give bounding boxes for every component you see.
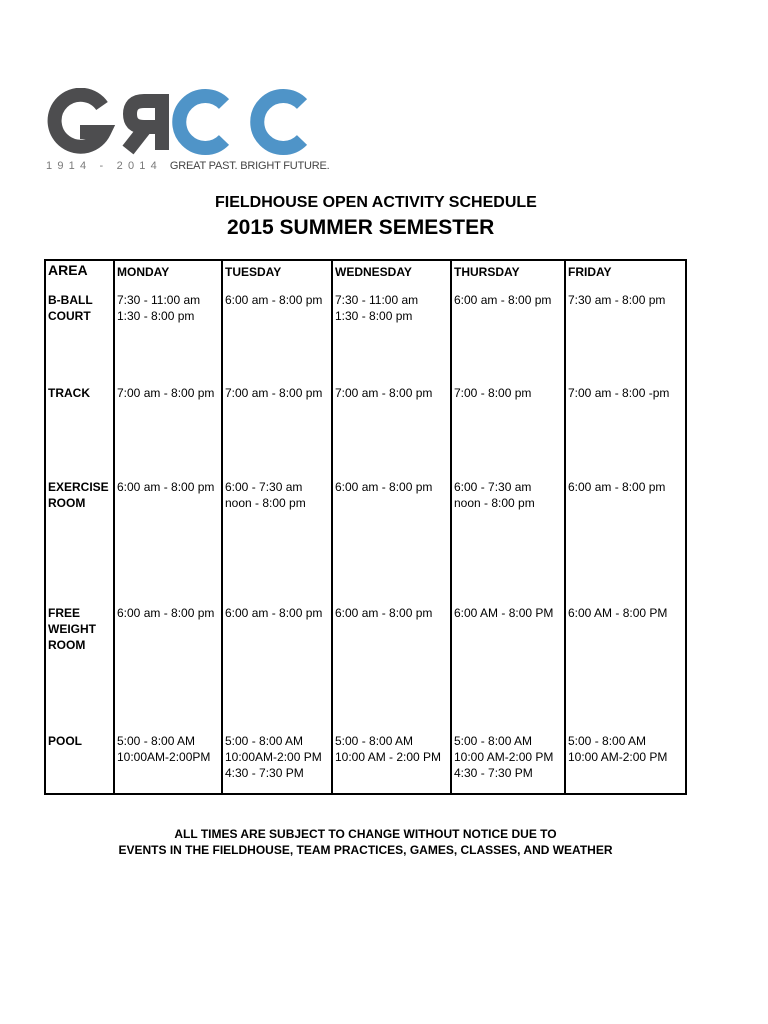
- time-cell: [332, 733, 451, 794]
- time-line: 7:00 am - 8:00 pm: [225, 386, 323, 401]
- time-line: 5:00 - 8:00 AM: [225, 733, 304, 748]
- time-line: 6:00 am - 8:00 pm: [225, 293, 323, 307]
- time-line: 7:30 - 11:00 am: [335, 293, 419, 307]
- area-label-line: TRACK: [48, 386, 90, 401]
- time-cell: [332, 292, 451, 385]
- table-row: [45, 292, 686, 385]
- grcc-logo: [44, 88, 316, 156]
- time-line: 6:00 - 7:30 am: [454, 479, 532, 494]
- schedule-notice: [0, 826, 731, 858]
- time-cell: [222, 479, 332, 606]
- column-header: MONDAY: [114, 260, 222, 292]
- column-header: WEDNESDAY: [332, 260, 451, 292]
- area-cell: [45, 292, 114, 385]
- area-label-line: COURT: [48, 309, 91, 323]
- time-line: 6:00 am - 8:00 pm: [117, 479, 215, 494]
- area-cell: [45, 479, 114, 606]
- column-header: THURSDAY: [451, 260, 565, 292]
- time-line: noon - 8:00 pm: [454, 495, 535, 510]
- time-line: 4:30 - 7:30 PM: [225, 765, 304, 780]
- time-line: 10:00AM-2:00PM: [117, 749, 211, 764]
- time-line: 10:00 AM-2:00 PM: [568, 749, 668, 764]
- area-label-line: ROOM: [48, 495, 86, 510]
- time-cell: [451, 733, 565, 794]
- time-line: 5:00 - 8:00 AM: [568, 733, 647, 748]
- time-cell: [565, 605, 686, 733]
- time-line: 6:00 am - 8:00 pm: [335, 479, 433, 494]
- table-row: [45, 385, 686, 478]
- area-cell: [45, 733, 114, 794]
- time-cell: [222, 292, 332, 385]
- time-cell: [114, 479, 222, 606]
- time-line: 5:00 - 8:00 AM: [335, 733, 414, 748]
- time-cell: [565, 385, 686, 478]
- time-line: 7:30 am - 8:00 pm: [568, 293, 666, 307]
- time-line: 7:00 am - 8:00 pm: [335, 386, 433, 401]
- time-cell: [332, 385, 451, 478]
- time-cell: [451, 385, 565, 478]
- column-header: TUESDAY: [222, 260, 332, 292]
- table-row: [45, 479, 686, 606]
- time-line: 6:00 am - 8:00 pm: [117, 606, 215, 621]
- time-cell: [451, 292, 565, 385]
- notice-line: EVENTS IN THE FIELDHOUSE, TEAM PRACTICES, GAMES, CLASSES, AND WEATHER: [118, 843, 613, 857]
- area-label-line: POOL: [48, 733, 83, 748]
- time-line: 6:00 - 7:30 am: [225, 479, 303, 494]
- time-line: 7:00 am - 8:00 pm: [117, 386, 215, 401]
- table-header-row: [45, 260, 686, 292]
- logo-years: 1914 - 2014: [46, 160, 162, 172]
- area-cell: [45, 605, 114, 733]
- page-subheading: 2015 SUMMER SEMESTER: [227, 216, 495, 239]
- time-line: 6:00 am - 8:00 pm: [335, 606, 433, 621]
- area-label-line: B-BALL: [48, 293, 93, 307]
- time-cell: [565, 733, 686, 794]
- time-cell: [332, 479, 451, 606]
- time-line: 6:00 AM - 8:00 PM: [568, 606, 668, 621]
- logo-letter-c2: [257, 96, 302, 148]
- logo-letter-g: [55, 95, 104, 147]
- table-row: [45, 605, 686, 733]
- time-line: 7:00 - 8:00 pm: [454, 386, 532, 401]
- time-cell: [565, 479, 686, 606]
- time-cell: [114, 292, 222, 385]
- time-cell: [114, 385, 222, 478]
- notice-line: ALL TIMES ARE SUBJECT TO CHANGE WITHOUT NOTICE DUE TO: [174, 827, 557, 841]
- column-header: FRIDAY: [565, 260, 686, 292]
- time-line: 6:00 am - 8:00 pm: [225, 606, 323, 621]
- logo-letter-c1: [179, 96, 224, 148]
- schedule-table: [44, 259, 687, 795]
- logo-letter-r: [128, 94, 162, 150]
- time-line: 6:00 am - 8:00 pm: [568, 479, 666, 494]
- time-line: 5:00 - 8:00 AM: [117, 733, 196, 748]
- time-cell: [222, 733, 332, 794]
- time-line: noon - 8:00 pm: [225, 495, 306, 510]
- time-cell: [114, 605, 222, 733]
- logo-subtitle: [46, 160, 330, 172]
- time-line: 4:30 - 7:30 PM: [454, 765, 533, 780]
- time-line: 10:00AM-2:00 PM: [225, 749, 322, 764]
- time-line: 1:30 - 8:00 pm: [117, 309, 195, 323]
- time-line: 7:00 am - 8:00 -pm: [568, 386, 670, 401]
- logo-tagline: GREAT PAST. BRIGHT FUTURE.: [169, 160, 330, 172]
- time-cell: [451, 605, 565, 733]
- column-header: AREA: [45, 260, 114, 292]
- page-heading: FIELDHOUSE OPEN ACTIVITY SCHEDULE: [215, 194, 537, 211]
- time-cell: [451, 479, 565, 606]
- time-line: 1:30 - 8:00 pm: [335, 309, 413, 323]
- time-cell: [565, 292, 686, 385]
- area-label-line: FREE: [48, 606, 81, 621]
- time-line: 7:30 - 11:00 am: [117, 293, 201, 307]
- time-line: 6:00 AM - 8:00 PM: [454, 606, 554, 621]
- area-label-line: EXERCISE: [48, 479, 109, 494]
- table-row: [45, 733, 686, 794]
- area-cell: [45, 385, 114, 478]
- time-line: 10:00 AM-2:00 PM: [454, 749, 554, 764]
- time-line: 5:00 - 8:00 AM: [454, 733, 533, 748]
- area-label-line: ROOM: [48, 638, 86, 653]
- time-line: 10:00 AM - 2:00 PM: [335, 749, 442, 764]
- time-cell: [114, 733, 222, 794]
- time-cell: [332, 605, 451, 733]
- time-cell: [222, 605, 332, 733]
- time-cell: [222, 385, 332, 478]
- time-line: 6:00 am - 8:00 pm: [454, 293, 552, 307]
- area-label-line: WEIGHT: [48, 622, 96, 637]
